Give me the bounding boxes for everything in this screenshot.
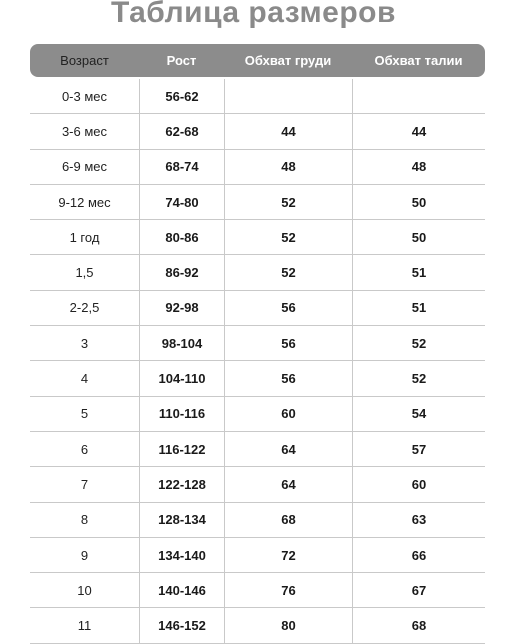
cell-age: 6	[80, 441, 89, 457]
cell-chest: 56	[224, 361, 352, 395]
cell-age: 3-6 мес	[61, 123, 108, 139]
cell-waist: 67	[352, 573, 485, 607]
cell-waist: 54	[352, 397, 485, 431]
page-title: Таблица размеров	[111, 0, 396, 29]
table-row	[30, 573, 485, 608]
cell-chest	[224, 79, 352, 113]
cell-age: 4	[80, 371, 89, 387]
size-table	[30, 44, 485, 644]
cell-waist: 51	[352, 291, 485, 325]
table-row	[30, 79, 485, 114]
cell-height: 62-68	[139, 114, 224, 148]
cell-height: 74-80	[139, 185, 224, 219]
table-row	[30, 255, 485, 290]
cell-height: 122-128	[139, 467, 224, 501]
table-row	[30, 185, 485, 220]
cell-age: 1 год	[69, 229, 100, 245]
cell-height: 110-116	[139, 397, 224, 431]
table-row	[30, 503, 485, 538]
cell-chest: 64	[224, 467, 352, 501]
header-height: Рост	[166, 53, 197, 68]
cell-height: 80-86	[139, 220, 224, 254]
cell-age: 5	[80, 406, 89, 422]
cell-age: 0-3 мес	[61, 88, 108, 104]
cell-waist: 50	[352, 185, 485, 219]
cell-age: 7	[80, 476, 89, 492]
cell-height: 86-92	[139, 255, 224, 289]
table-row	[30, 432, 485, 467]
cell-waist: 51	[352, 255, 485, 289]
cell-height: 92-98	[139, 291, 224, 325]
table-row	[30, 150, 485, 185]
cell-height: 140-146	[139, 573, 224, 607]
cell-age: 10	[77, 582, 92, 598]
cell-waist: 66	[352, 538, 485, 572]
table-row	[30, 361, 485, 396]
cell-waist: 68	[352, 608, 485, 642]
table-body	[30, 79, 485, 644]
cell-age: 2-2,5	[69, 300, 100, 316]
cell-waist	[352, 79, 485, 113]
table-row	[30, 397, 485, 432]
cell-chest: 68	[224, 503, 352, 537]
cell-waist: 60	[352, 467, 485, 501]
cell-height: 116-122	[139, 432, 224, 466]
table-row	[30, 538, 485, 573]
cell-height: 56-62	[139, 79, 224, 113]
cell-waist: 48	[352, 150, 485, 184]
table-row	[30, 114, 485, 149]
cell-chest: 52	[224, 255, 352, 289]
cell-age: 8	[80, 512, 89, 528]
cell-waist: 44	[352, 114, 485, 148]
cell-height: 98-104	[139, 326, 224, 360]
cell-age: 6-9 мес	[61, 159, 108, 175]
cell-age: 11	[77, 618, 92, 634]
cell-chest: 72	[224, 538, 352, 572]
cell-height: 128-134	[139, 503, 224, 537]
cell-age: 3	[80, 335, 89, 351]
cell-age: 9-12 мес	[58, 194, 111, 210]
cell-height: 146-152	[139, 608, 224, 642]
cell-chest: 56	[224, 291, 352, 325]
cell-chest: 52	[224, 185, 352, 219]
cell-chest: 64	[224, 432, 352, 466]
header-waist: Обхват талии	[374, 53, 463, 68]
cell-waist: 57	[352, 432, 485, 466]
cell-waist: 52	[352, 361, 485, 395]
cell-chest: 52	[224, 220, 352, 254]
cell-chest: 80	[224, 608, 352, 642]
cell-chest: 60	[224, 397, 352, 431]
table-row	[30, 291, 485, 326]
table-row	[30, 326, 485, 361]
cell-waist: 50	[352, 220, 485, 254]
cell-chest: 44	[224, 114, 352, 148]
header-age: Возраст	[60, 53, 109, 68]
header-chest: Обхват груди	[244, 53, 332, 68]
cell-age: 9	[80, 547, 89, 563]
cell-height: 68-74	[139, 150, 224, 184]
table-row	[30, 467, 485, 502]
cell-age: 1,5	[75, 265, 94, 281]
cell-height: 104-110	[139, 361, 224, 395]
table-header-row	[30, 44, 485, 77]
cell-chest: 76	[224, 573, 352, 607]
cell-chest: 56	[224, 326, 352, 360]
cell-chest: 48	[224, 150, 352, 184]
cell-waist: 63	[352, 503, 485, 537]
table-row	[30, 220, 485, 255]
table-row	[30, 608, 485, 643]
cell-height: 134-140	[139, 538, 224, 572]
cell-waist: 52	[352, 326, 485, 360]
